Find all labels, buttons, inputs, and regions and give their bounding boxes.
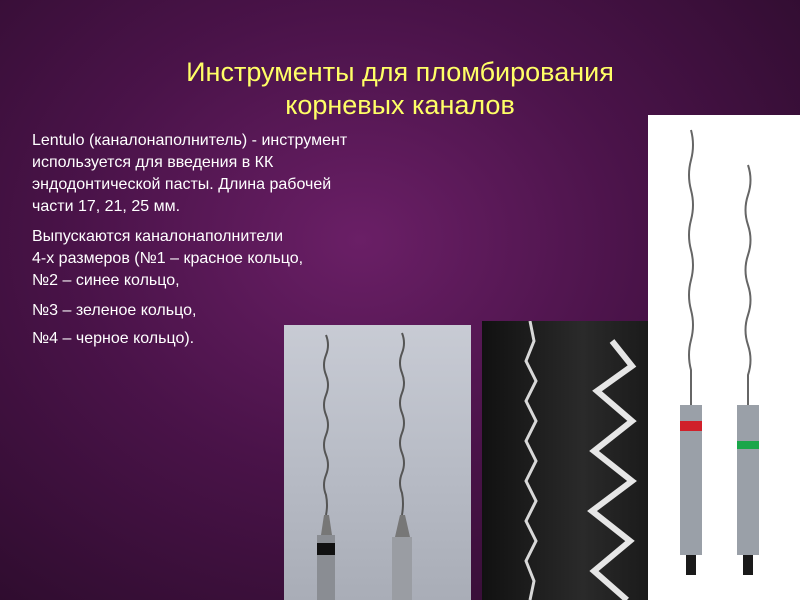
lentulo-gray-illustration (284, 325, 471, 600)
spiral-green-instrument (746, 165, 751, 405)
body-text (32, 130, 482, 356)
paragraph1-line-4: части 17, 21, 25 мм. (32, 198, 181, 215)
ring-instruments-illustration (648, 115, 800, 600)
size-item-3: №3 – зеленое кольцо, (32, 302, 197, 319)
shank-right (395, 515, 410, 537)
paragraph1-line-2: используется для введения в КК (32, 154, 274, 171)
paragraph-sizes (32, 226, 482, 292)
size-item-4: №4 – черное кольцо). (32, 330, 195, 347)
spiral-right (400, 333, 404, 515)
wide-spiral (592, 341, 632, 600)
lentulo-spiral-closeup-photo (482, 321, 650, 600)
spiral-closeup-illustration (482, 321, 650, 600)
slide-title (80, 56, 720, 122)
shank-left (321, 515, 332, 535)
title-line-1: Инструменты для пломбирования (186, 57, 614, 88)
ring-green (737, 441, 759, 449)
handle-green-instrument (737, 405, 759, 555)
ring-black (317, 543, 335, 555)
latch-green-instrument (743, 555, 753, 575)
paragraph-lentulo-description (32, 130, 482, 218)
handle-right (392, 537, 412, 600)
ring-red (680, 421, 702, 431)
paragraph2-line-2: 4-х размеров (№1 – красное кольцо, (32, 250, 304, 267)
lentulo-instruments-gray-photo (284, 325, 471, 600)
paragraph1-line-3: эндодонтической пасты. Длина рабочей (32, 176, 332, 193)
lentulo-instruments-red-green-rings-photo (648, 115, 800, 600)
paragraph1-line-1: Lentulo (каналонаполнитель) - инструмент (32, 132, 348, 149)
paragraph2-line-1: Выпускаются каналонаполнители (32, 228, 284, 245)
latch-red-instrument (686, 555, 696, 575)
paragraph2-line-3: №2 – синее кольцо, (32, 272, 180, 289)
title-line-2: корневых каналов (285, 90, 515, 121)
spiral-red-instrument (689, 130, 693, 405)
thin-spiral (526, 321, 536, 600)
spiral-left (324, 335, 328, 515)
